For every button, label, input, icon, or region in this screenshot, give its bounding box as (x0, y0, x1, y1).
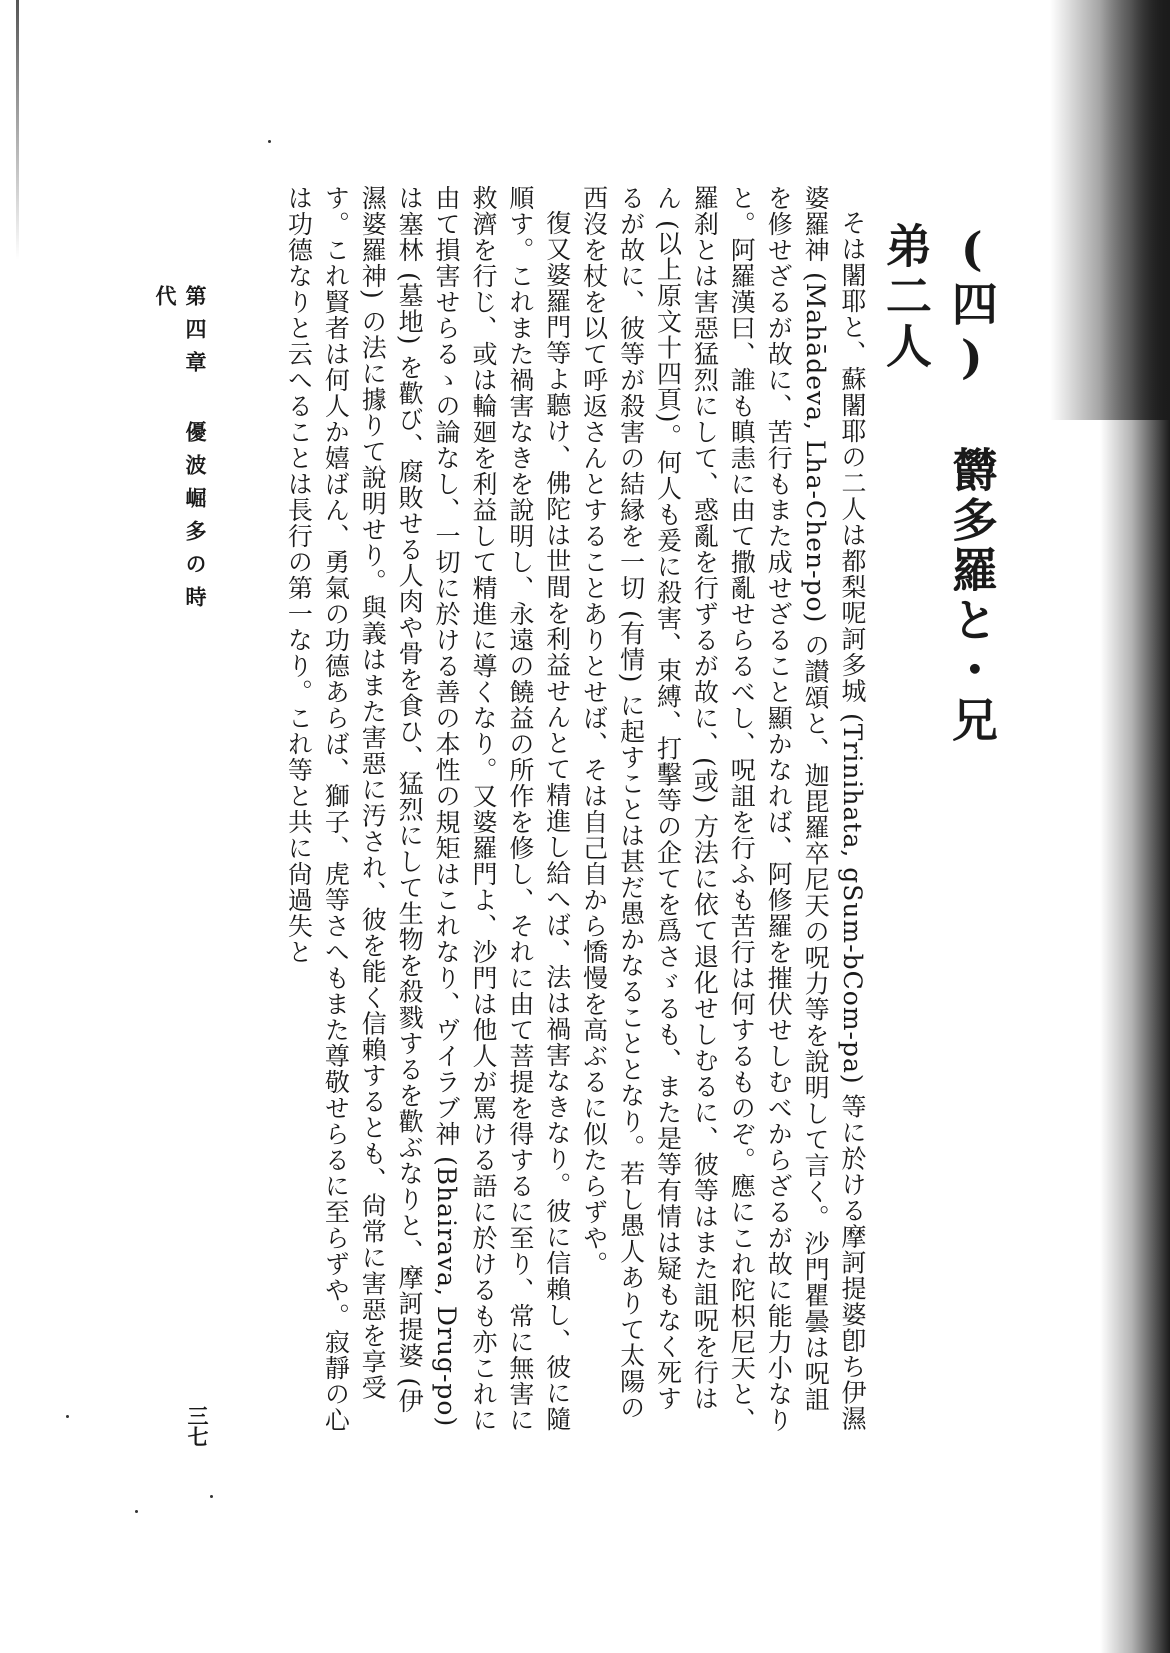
paragraph-2: 復又婆羅門等よ聽け、佛陀は世間を利益せんとて精進し給へば、法は禍害なきなり。彼に信賴し、彼に隨順す。これまた禍害なきを說明し、永遠の饒益の所作を修し、それに由て菩提を得するに至り、常に無害に救濟を行じ、或は輪廻を利益して精進に導くなり。又婆羅門よ、沙門は他人が罵ける語に於けるも亦これに由て損害せらるゝの論なし、一切に於ける善の本性の規矩はこれなり、ヴイラブ神 (Bhairava, Drug-po) は塞林 (墓地) を歡び、腐敗せる人肉や骨を食ひ、猛烈にして生物を殺戮するを歡ぶなりと、摩訶提婆 (伊濕婆羅神) の法に據りて說明せり。與義はまた害惡に汚され、彼を能く信賴するとも、尙常に害惡を享受す。これ賢者は何人か嬉ばん、勇氣の功德あらば、獅子、虎等さへもまた尊敬せらるに至らずや。寂靜の心は功德なりと云へることは長行の第一なり。これ等と共に尙過失と (284, 185, 572, 1433)
speck (210, 1495, 213, 1498)
body-text (230, 185, 870, 1435)
binding-shadow (16, 0, 19, 260)
page-number: 三七 (185, 1405, 210, 1447)
running-footer-title: 第四章 優波崛多の時代 (153, 285, 208, 619)
speck (268, 140, 271, 143)
speck (66, 1415, 69, 1418)
speck (135, 1510, 138, 1513)
section-heading: (四) 欝多羅と・兄弟二人 (878, 222, 999, 746)
scan-shadow-edge (1100, 0, 1170, 1653)
paragraph-1: そは闍耶と、蘇闍耶の二人は都梨呢訶多城 (Trinihata, gSum-bCom-pa) 等に於ける摩訶提婆卽ち伊濕婆羅神 (Mahādeva, Lha-Chen-po) の讃頌と、迦毘羅卒尼天の呪力等を說明して言く。沙門瞿曇は呪詛を修せざるが故に、苦行もまた成せざること顯かなれば、阿修羅を摧伏せしむべからざるが故に能力小なりと。阿羅漢曰、誰も瞋恚に由て撒亂せらるべし、呪詛を行ふも苦行は何するものぞ。應にこれ陀枳尼天と、羅刹とは害惡猛烈にして、惑亂を行ずるが故に、(或) 方法に依て退化せしむるに、彼等はまた詛呪を行はん (以上原文十四頁)。何人も爰に殺害、束縛、打擊等の企てを爲さゞるも、また是等有情は疑もなく死するが故に、彼等が殺害の結縁を一切 (有情) に起すことは甚だ愚かなることとなり。若し愚人ありて太陽の西沒を杖を以て呼返さんとすることありとせば、そは自己自から憍慢を高ぶるに似たらずや。 (579, 185, 867, 1433)
